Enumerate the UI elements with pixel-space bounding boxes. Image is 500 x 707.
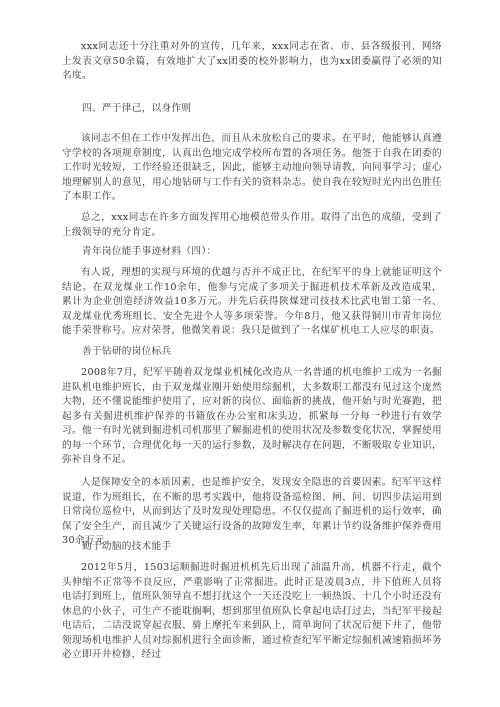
- section-heading-material-four: 青年岗位能手事迹材料（四）：: [82, 246, 217, 257]
- section-heading-discipline: 四、严于律己，以身作则: [82, 103, 192, 114]
- paragraph-technical: 2012年5月，1503运顺掘进时掘进机机先后出现了油温升高，机器不行走，截个头伸缩不正常等不良反应，严重影响了正常掘进。此时正是凌晨3点，井下值班人员将电话打到班上，值班队领导直不想打扰这个一天还没吃上一顿热饭、十几个小时还没有休息的小伙子，可生产不能耽搁啊，想到那里值班队长拿起电话打过去，当纪军平接起电话后，二话没说穿起衣服、骑上摩托车来到队上，简单询问了状况后便下井了，他带领现场机电维护人员对综掘机进行全面诊断，通过检查纪军平断定综掘机减速箱损坏务必立即开井检修，经过: [62, 562, 442, 660]
- paragraph-intro-ji-junping: 有人说，理想的实现与环境的优越与否并不成正比，在纪军平的身上就能证明这个结论。在双龙煤业工作10余年，他参与完成了多项关于掘进机技术革新及改造成果，累计为企业创造经济效益10多万元。并先后获得陕煤建司技技术比武电钳工第一名、双龙煤业优秀班组长、安全先进个人等多项荣誉。今年8月，他又获得铜川市青年岗位能手荣誉称号。应对荣誉，他微笑着说：我只是做到了一名煤矿机电工人应尽的职责。: [62, 267, 442, 336]
- section-heading-technical: 勤于动脑的技术能手: [82, 541, 172, 552]
- paragraph-summary: 总之，xxx同志在许多方面发挥用心地模范带头作用。取得了出色的成绩，受到了上级领导的充分肯定。: [62, 212, 442, 238]
- paragraph-research: 2008年7月，纪军平随着双龙煤业机械化改造从一名普通的机电维护工成为一名掘进队机电维护班长，由于双龙煤业刚开始使用综掘机，大多数职工都没有见过这个庞然大物，还不懂说能维护使用了，应对新的岗位、面临新的挑战，他开始与时光赛跑，把起多有关掘进机维护保养的书籍放在办公室和床头边，抓紧每一分每一秒进行有效学习。他一有时光就到掘进机司机那里了解掘进机的使用状况及参数变化状况，掌握使用的每一个环节，合理优化每一天的运行参数，及时解决存在问题，不断吸取专业知识，弥补自身不足。: [62, 367, 442, 465]
- paragraph-publicity: xxx同志还十分注重对外的宣传，几年来，xxx同志在省、市、县各级报刊、网络上发表文章50余篇，有效地扩大了xx团委的校外影响力，也为xx团委赢得了必须的知名度。: [62, 41, 442, 81]
- paragraph-safety: 人是保障安全的本质因素，也是维护安全，发现安全隐患的首要因素。纪军平这样说道，作为班组长，在不断的思考实践中，他将设备巡检图、闸、问、切四步法运用到日常岗位巡检中，从而到达了及时发现处理隐患。不仅仅提高了掘进机的运行效率，确保了安全生产，而且减少了关键运行设备的故障发生率，年累计节约设备维护保养费用30余万元。: [62, 477, 442, 546]
- paragraph-discipline: 该同志不但在工作中发挥出色，而且从未放松自己的要求。在平时，他能够认真遵守学校的各项规章制度，认真出色地完成学校所布置的各项任务。他签于自我在团委的工作时光较短，工作经验还很缺乏，因此，能够主动地向领导请教，向同事学习；虚心地理解别人的意见，用心地钻研与工作有关的资料杂志。使自我在较短时光内出色胜任了本职工作。: [62, 133, 442, 202]
- section-heading-research: 善于钻研的岗位标兵: [82, 346, 172, 357]
